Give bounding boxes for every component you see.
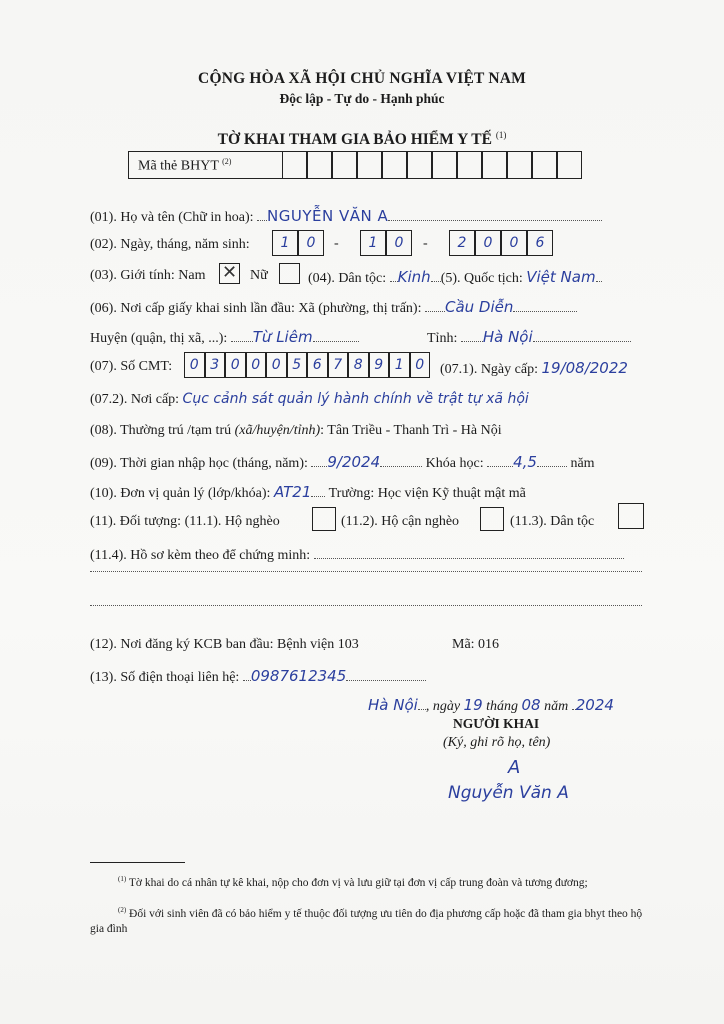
digit-cell[interactable]: 1 [272, 230, 298, 256]
day-label: , ngày [425, 699, 464, 714]
ethnicity-value[interactable]: Kinh [397, 268, 431, 286]
digit-cell[interactable]: 0 [298, 230, 324, 256]
motto: Độc lập - Tự do - Hạnh phúc [279, 91, 445, 106]
sign-place[interactable]: Hà Nội [368, 696, 418, 714]
digit-cell[interactable]: 0 [501, 230, 527, 256]
footnote-2 [90, 903, 650, 937]
gender-male-checkbox[interactable]: ✕ [219, 263, 240, 284]
ethnic-checkbox[interactable] [618, 503, 644, 529]
school-label: Trường: Học viện Kỹ thuật mật mã [325, 486, 526, 501]
field-04-label: (04). Dân tộc: [308, 271, 390, 286]
field-07-label: (07). Số CMT: [90, 359, 173, 374]
digit-cell[interactable]: 1 [360, 230, 386, 256]
field-072-label: (07.2). Nơi cấp: [90, 392, 183, 407]
district-value[interactable]: Từ Liêm [252, 328, 313, 346]
province-label: Tỉnh: [427, 331, 461, 346]
footnote-divider [90, 862, 185, 863]
field-10-label: (10). Đơn vị quản lý (lớp/khóa): [90, 486, 274, 501]
digit-cell[interactable]: 7 [328, 352, 349, 378]
course-unit: năm [566, 456, 595, 471]
form-title [0, 130, 724, 149]
enrollment-value[interactable]: 9/2024 [327, 453, 381, 471]
course-label: Khóa học: [422, 456, 488, 471]
footnote-1-text: Tờ khai do cá nhân tự kê khai, nộp cho đơn vị và lưu giữ tại đơn vị cấp trung đoàn và tương đương; [126, 876, 588, 889]
field-114 [90, 546, 624, 564]
bhyt-code-cell[interactable] [557, 151, 582, 179]
dash-1: - [334, 236, 339, 251]
gender-female-checkbox[interactable] [279, 263, 300, 284]
sign-month[interactable]: 08 [521, 696, 541, 714]
dots [231, 329, 253, 342]
field-02-label: (02). Ngày, tháng, năm sinh: [90, 237, 250, 252]
form-title-note: (1) [495, 130, 507, 140]
year-label: năm [540, 699, 572, 714]
footnote-1 [90, 872, 650, 891]
digit-cell[interactable]: 0 [225, 352, 246, 378]
bhyt-code-cell[interactable] [382, 151, 407, 179]
form-title-text: TỜ KHAI THAM GIA BẢO HIỂM Y TẾ [217, 131, 492, 149]
issue-date-value[interactable]: 19/08/2022 [541, 359, 628, 377]
field-072 [90, 391, 529, 408]
dots [311, 454, 327, 467]
bhyt-code-cell[interactable] [482, 151, 507, 179]
footnote-2-text: Đối với sinh viên đã có bảo hiểm y tế thuộc đối tượng ưu tiên do địa phương cấp hoặc đã tham gia bhyt theo hộ gia đình [90, 907, 643, 935]
digit-cell[interactable]: 6 [307, 352, 328, 378]
gender-female-label: Nữ [250, 268, 268, 283]
footnote-1-mark: (1) [118, 875, 127, 883]
field-06-label: (06). Nơi cấp giấy khai sinh lần đầu: Xã (phường, thị trấn): [90, 301, 425, 316]
field-06 [90, 298, 577, 317]
issue-place-value[interactable]: Cục cảnh sát quản lý hành chính về trật tự xã hội [182, 391, 529, 407]
signature-mark: A [508, 757, 521, 778]
field-071-label: (07.1). Ngày cấp: [440, 362, 542, 377]
dots [346, 668, 426, 681]
field-01-label: (01). Họ và tên (Chữ in hoa): [90, 210, 257, 225]
footnote-2-mark: (2) [118, 906, 127, 914]
bhyt-code-cell[interactable] [307, 151, 332, 179]
sign-day[interactable]: 19 [463, 696, 483, 714]
dots [425, 299, 445, 312]
sign-year[interactable]: 2024 [575, 696, 614, 714]
birth-commune-value[interactable]: Cầu Diễn [444, 298, 514, 316]
digit-cell[interactable]: 5 [287, 352, 308, 378]
dots [461, 329, 483, 342]
blank-line-1 [90, 571, 642, 572]
field-05-label: (5). Quốc tịch: [440, 271, 527, 286]
bhyt-code-cell[interactable] [532, 151, 557, 179]
dots [487, 454, 513, 467]
dots [390, 269, 398, 282]
field-06-province [427, 328, 631, 347]
bhyt-code-cell[interactable] [407, 151, 432, 179]
digit-cell[interactable]: 0 [266, 352, 287, 378]
dots [596, 269, 602, 282]
field-01 [90, 207, 602, 226]
field-12-code: Mã: 016 [452, 637, 500, 652]
dots [257, 208, 267, 221]
nationality-value[interactable]: Việt Nam [526, 268, 596, 286]
bhyt-label-text: Mã thẻ BHYT [138, 158, 219, 174]
field-08-note: (xã/huyện/tỉnh) [234, 423, 321, 438]
field-04-05 [308, 268, 602, 287]
signature-name: Nguyễn Văn A [448, 783, 569, 803]
dots [388, 208, 602, 221]
dots [314, 546, 624, 559]
dash-2: - [423, 236, 428, 251]
declarant-subtitle: (Ký, ghi rõ họ, tên) [443, 735, 551, 750]
bhyt-code-cell[interactable] [507, 151, 532, 179]
dots [431, 269, 441, 282]
digit-cell[interactable]: 9 [369, 352, 390, 378]
full-name-value[interactable]: NGUYỄN VĂN A [267, 207, 389, 225]
digit-cell[interactable]: 0 [184, 352, 205, 378]
digit-cell[interactable]: 3 [205, 352, 226, 378]
digit-cell[interactable]: 0 [410, 352, 431, 378]
digit-cell[interactable]: 1 [389, 352, 410, 378]
digit-cell[interactable]: 0 [475, 230, 501, 256]
dots [533, 329, 631, 342]
national-title: CỘNG HÒA XÃ HỘI CHỦ NGHĨA VIỆT NAM [198, 70, 526, 87]
field-09 [90, 453, 595, 472]
field-09-label: (09). Thời gian nhập học (tháng, năm): [90, 456, 312, 471]
declarant-title: NGƯỜI KHAI [453, 716, 540, 731]
near-poor-checkbox[interactable] [480, 507, 504, 531]
digit-cell[interactable]: 6 [527, 230, 553, 256]
bhyt-code-cell[interactable] [432, 151, 457, 179]
field-071 [440, 359, 628, 378]
unit-value[interactable]: AT21 [273, 483, 312, 501]
field-03-label: (03). Giới tính: Nam [90, 268, 206, 283]
bhyt-label [138, 157, 231, 175]
dots [418, 697, 426, 710]
digit-cell[interactable]: 0 [246, 352, 267, 378]
field-13 [90, 667, 426, 686]
dots [380, 454, 422, 467]
residence-value: : Tân Triều - Thanh Trì - Hà Nội [320, 423, 502, 438]
digit-cell[interactable]: 0 [386, 230, 412, 256]
bhyt-code-cell[interactable] [457, 151, 482, 179]
field-08 [90, 423, 502, 439]
bhyt-code-cell[interactable] [357, 151, 382, 179]
bhyt-note: (2) [222, 157, 232, 166]
field-06-district [90, 328, 359, 347]
phone-value[interactable]: 0987612345 [250, 667, 347, 685]
field-114-label: (11.4). Hồ sơ kèm theo để chứng minh: [90, 548, 314, 563]
course-value[interactable]: 4,5 [513, 453, 537, 471]
dots [243, 668, 251, 681]
sign-date-line [368, 696, 614, 715]
field-112-label: (11.2). Hộ cận nghèo [341, 514, 460, 529]
field-13-label: (13). Số điện thoại liên hệ: [90, 670, 243, 685]
province-value[interactable]: Hà Nội [482, 328, 533, 346]
dots [513, 299, 577, 312]
field-113-label: (11.3). Dân tộc [510, 514, 595, 529]
district-label: Huyện (quận, thị xã, ...): [90, 331, 231, 346]
bhyt-code-cell[interactable] [282, 151, 307, 179]
blank-line-2 [90, 605, 642, 606]
field-12-label: (12). Nơi đăng ký KCB ban đầu: Bệnh viện 103 [90, 637, 359, 652]
month-label: tháng [482, 699, 522, 714]
bhyt-code-cell[interactable] [332, 151, 357, 179]
dots [313, 329, 359, 342]
field-10 [90, 483, 526, 502]
dots [537, 454, 567, 467]
poor-household-checkbox[interactable] [312, 507, 336, 531]
digit-cell[interactable]: 8 [348, 352, 369, 378]
digit-cell[interactable]: 2 [449, 230, 475, 256]
dots [311, 484, 325, 497]
field-11-label: (11). Đối tượng: (11.1). Hộ nghèo [90, 514, 280, 529]
field-08-label: (08). Thường trú /tạm trú [90, 423, 232, 438]
